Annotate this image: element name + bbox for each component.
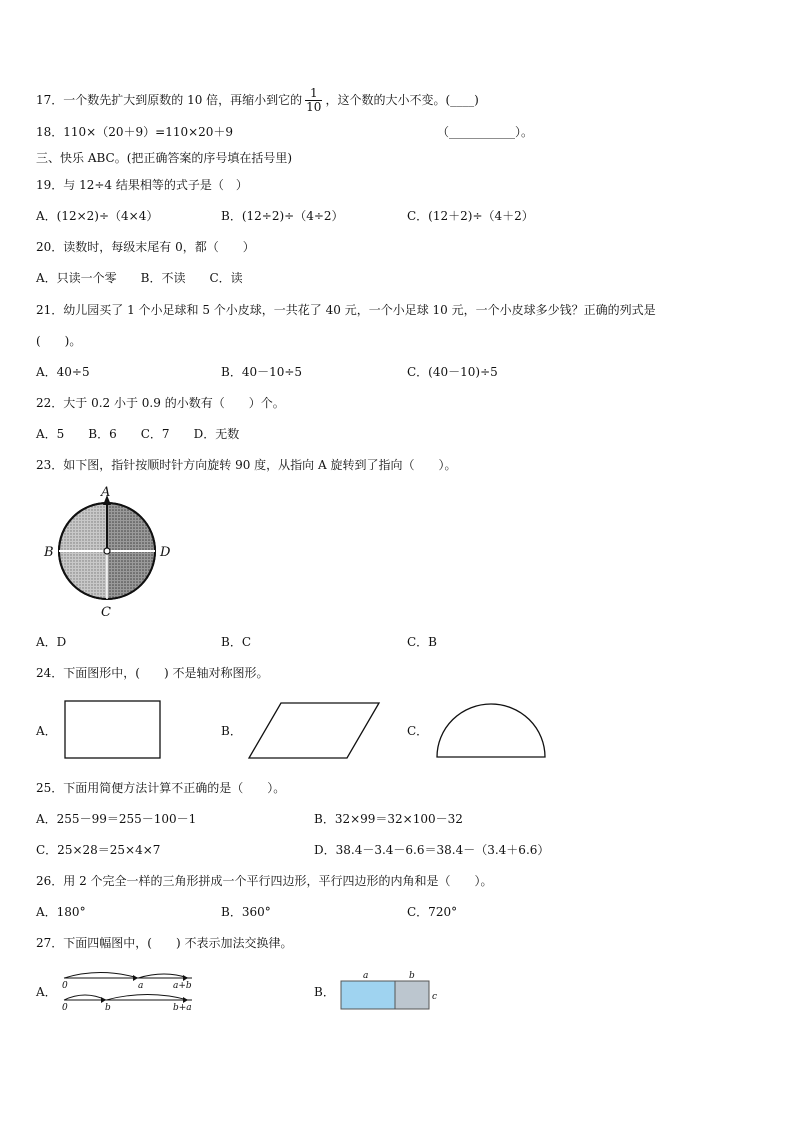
section-3-heading: 三、快乐 ABC。(把正确答案的序号填在括号里) (36, 151, 293, 165)
q24-option-a[interactable]: A． (36, 724, 57, 738)
line-b-zero: 0 (62, 1003, 68, 1013)
fraction-one-tenth (305, 87, 322, 114)
question-17 (36, 87, 479, 114)
question-20: 20．读数时，每级末尾有 0，都（ ） (36, 240, 255, 254)
q25-option-d[interactable]: D．38.4－3.4－6.6＝38.4－（3.4＋6.6） (314, 843, 550, 857)
semicircle-shape (435, 702, 547, 762)
question-25: 25．下面用简便方法计算不正确的是（ ）。 (36, 781, 286, 795)
q26-option-a[interactable]: A．180° (36, 905, 86, 919)
rectangle-shape (64, 700, 164, 762)
dial-label-d: D (160, 545, 171, 560)
question-18: 18．110×（20＋9）=110×20＋9 (36, 125, 234, 139)
dial-label-c: C (101, 605, 111, 620)
fraction-denominator: 10 (306, 100, 322, 114)
rect-label-b: b (409, 971, 415, 981)
line-a-a: a (138, 981, 144, 991)
q19-option-b[interactable]: B．(12÷2)÷（4÷2） (221, 209, 344, 223)
dial-label-a: A (101, 485, 111, 500)
question-21: 21．幼儿园买了 1 个小足球和 5 个小皮球，一共花了 40 元，一个小足球 10 元，一个小皮球多少钱？正确的列式是 (36, 303, 656, 317)
q18-answer-blank[interactable]: （___________）。 (437, 125, 534, 139)
q17-text-pre: 17．一个数先扩大到原数的 10 倍，再缩小到它的 (36, 93, 303, 107)
q23-option-c[interactable]: C．B (407, 635, 438, 649)
fraction-numerator: 1 (305, 87, 322, 101)
question-27: 27．下面四幅图中，( ) 不表示加法交换律。 (36, 936, 293, 950)
area-rectangle-figure (338, 966, 448, 1014)
rect-label-a: a (363, 971, 369, 981)
q19-option-a[interactable]: A．(12×2)÷（4×4） (36, 209, 159, 223)
q19-option-c[interactable]: C．(12＋2)÷（4＋2） (407, 209, 534, 223)
dial-label-b: B (44, 545, 54, 560)
q24-option-b[interactable]: B． (221, 724, 242, 738)
question-21-line2: ( )。 (36, 334, 82, 348)
q23-option-b[interactable]: B．C (221, 635, 252, 649)
line-a-apb: a+b (173, 981, 192, 991)
question-26: 26．用 2 个完全一样的三角形拼成一个平行四边形，平行四边形的内角和是（ ）。 (36, 874, 493, 888)
rect-label-c: c (432, 992, 438, 1002)
dial-center-pivot (104, 548, 110, 554)
q25-option-b[interactable]: B．32×99＝32×100－32 (314, 812, 463, 826)
q23-option-a[interactable]: A．D (36, 635, 67, 649)
question-22: 22．大于 0.2 小于 0.9 的小数有（ ）个。 (36, 396, 285, 410)
q20-options[interactable]: A．只读一个零 B．不读 C．读 (36, 271, 243, 285)
q21-option-c[interactable]: C．(40－10)÷5 (407, 365, 498, 379)
q21-option-a[interactable]: A．40÷5 (36, 365, 90, 379)
line-b-b: b (105, 1003, 111, 1013)
question-19: 19．与 12÷4 结果相等的式子是（ ） (36, 178, 248, 192)
q24-option-c[interactable]: C． (407, 724, 429, 738)
q21-option-b[interactable]: B．40－10÷5 (221, 365, 303, 379)
line-b-bpa: b+a (173, 1003, 192, 1013)
rect-part-a (341, 981, 395, 1009)
q27-option-a[interactable]: A． (36, 985, 57, 999)
q22-options[interactable]: A．5 B．6 C．7 D．无数 (36, 427, 240, 441)
q26-option-b[interactable]: B．360° (221, 905, 271, 919)
q27-option-b[interactable]: B． (314, 985, 335, 999)
question-23: 23．如下图，指针按顺时针方向旋转 90 度，从指向 A 旋转到了指向（ ）。 (36, 458, 457, 472)
q25-option-a[interactable]: A．255－99＝255－100－1 (36, 812, 197, 826)
q26-option-c[interactable]: C．720° (407, 905, 458, 919)
compass-dial-figure (40, 485, 180, 620)
line-a-zero: 0 (62, 981, 68, 991)
q17-text-post: ，这个数的大小不变。(____) (325, 93, 479, 107)
q25-option-c[interactable]: C．25×28＝25×4×7 (36, 843, 161, 857)
rect-part-b (395, 981, 429, 1009)
question-24: 24．下面图形中，( ) 不是轴对称图形。 (36, 666, 269, 680)
number-line-figure (60, 968, 200, 1016)
parallelogram-shape (248, 700, 384, 762)
